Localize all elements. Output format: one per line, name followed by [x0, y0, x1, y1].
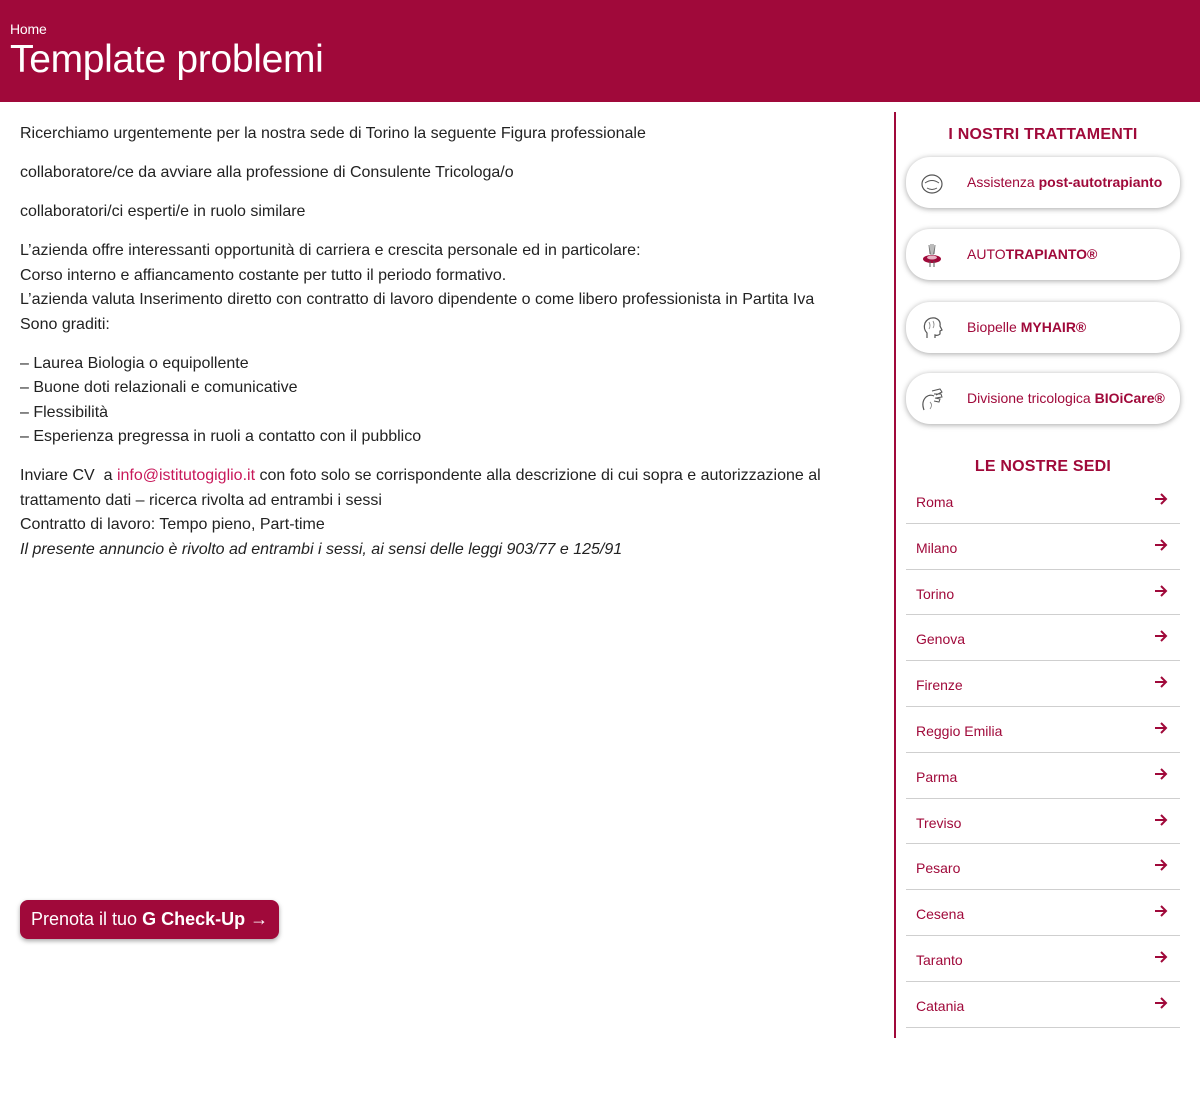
treatment-label: Assistenza post-autotrapianto: [967, 174, 1163, 190]
requirement-item: – Flessibilità: [20, 403, 109, 421]
location-cesena[interactable]: [906, 890, 1180, 936]
job-description: [20, 122, 880, 577]
location-label: Cesena: [916, 906, 965, 923]
location-firenze[interactable]: [906, 661, 1180, 707]
location-roma[interactable]: [906, 478, 1180, 524]
offer-paragraph: [20, 239, 880, 337]
location-treviso[interactable]: [906, 799, 1180, 845]
location-label: Reggio Emilia: [916, 722, 1003, 739]
book-checkup-button[interactable]: [20, 900, 279, 939]
arrow-right-icon: →: [250, 909, 269, 929]
location-label: Parma: [916, 768, 958, 785]
location-label: Catania: [916, 997, 965, 1014]
cv-prefix: Inviare CV a: [20, 467, 117, 484]
arrow-right-icon: [1154, 858, 1168, 872]
treatment-biopelle-myhair[interactable]: [906, 302, 1180, 353]
arrow-right-icon: [1154, 584, 1168, 598]
treatment-autotrapianto[interactable]: [906, 229, 1180, 280]
location-label: Torino: [916, 585, 955, 602]
arrow-right-icon: [1154, 767, 1168, 781]
requirement-item: – Laurea Biologia o equipollente: [20, 354, 249, 372]
arrow-right-icon: [1154, 629, 1168, 643]
locations-list: [906, 478, 1180, 1028]
application-paragraph: [20, 464, 880, 562]
arrow-right-icon: [1154, 950, 1168, 964]
location-reggio-emilia[interactable]: [906, 707, 1180, 753]
treatments-heading: I NOSTRI TRATTAMENTI: [948, 126, 1138, 143]
arrow-right-icon: [1154, 721, 1168, 735]
requirements-list: [20, 352, 880, 450]
location-catania[interactable]: [906, 982, 1180, 1028]
arrow-right-icon: [1154, 996, 1168, 1010]
head-outline-icon: [918, 169, 946, 197]
contract-text: Contratto di lavoro: Tempo pieno, Part-time: [20, 516, 325, 533]
location-label: Milano: [916, 539, 958, 556]
offer-line: Sono graditi:: [20, 315, 110, 333]
location-label: Taranto: [916, 951, 963, 968]
treatment-label: Biopelle MYHAIR®: [967, 319, 1087, 335]
sidebar-divider: [894, 112, 896, 1038]
arrow-right-icon: [1154, 538, 1168, 552]
location-label: Treviso: [916, 814, 962, 831]
location-label: Firenze: [916, 677, 963, 694]
arrow-right-icon: [1154, 492, 1168, 506]
treatment-label: AUTOTRAPIANTO®: [967, 246, 1098, 262]
requirement-item: – Buone doti relazionali e comunicative: [20, 379, 298, 396]
location-label: Pesaro: [916, 860, 961, 877]
treatment-bioicare[interactable]: [906, 373, 1180, 424]
location-label: Roma: [916, 494, 954, 510]
hand-scalp-icon: [918, 385, 946, 413]
requirement-item: – Esperienza pregressa in ruoli a contatto con il pubblico: [20, 428, 422, 445]
email-link[interactable]: info@istitutogiglio.it: [116, 467, 256, 484]
locations-heading: LE NOSTRE SEDI: [974, 458, 1112, 475]
location-torino[interactable]: [906, 570, 1180, 616]
page-header: [0, 0, 1200, 102]
head-profile-icon: [918, 314, 946, 342]
cv-suffix: con foto solo se corrispondente alla descrizione di cui sopra e autorizzazione al trattamento dati – ricerca rivolta ad entrambi i sessi: [20, 467, 821, 509]
hair-follicle-icon: [918, 241, 946, 269]
location-label: Genova: [916, 631, 966, 648]
location-genova[interactable]: [906, 615, 1180, 661]
disclaimer-text: Il presente annuncio è rivolto ad entrambi i sessi, ai sensi delle leggi 903/77 e 125/91: [20, 540, 623, 558]
treatment-post-autotrapianto[interactable]: [906, 157, 1180, 208]
arrow-right-icon: [1154, 904, 1168, 918]
breadcrumb-home-link[interactable]: Home: [10, 21, 47, 37]
offer-line: L’azienda valuta Inserimento diretto con contratto di lavoro dipendente o come libero professionista in Partita Iva: [20, 291, 815, 308]
location-parma[interactable]: [906, 753, 1180, 799]
role-paragraph: collaboratore/ce da avviare alla professione di Consulente Tricologa/o: [20, 164, 514, 181]
offer-line: L’azienda offre interessanti opportunità di carriera e crescita personale ed in particolare:: [20, 242, 641, 259]
location-pesaro[interactable]: [906, 844, 1180, 890]
offer-line: Corso interno e affiancamento costante per tutto il periodo formativo.: [20, 266, 507, 284]
intro-paragraph: Ricerchiamo urgentemente per la nostra sede di Torino la seguente Figura professionale: [20, 125, 646, 142]
location-milano[interactable]: [906, 524, 1180, 570]
arrow-right-icon: [1154, 675, 1168, 689]
location-taranto[interactable]: [906, 936, 1180, 982]
treatment-label: Divisione tricologica BIOiCare®: [967, 390, 1165, 406]
page-title: Template problemi: [10, 38, 324, 81]
cta-prefix: Prenota il tuo: [31, 909, 143, 929]
cta-bold-label: G Check-Up: [142, 909, 246, 929]
expert-paragraph: collaboratori/ci esperti/e in ruolo similare: [20, 203, 306, 220]
arrow-right-icon: [1154, 813, 1168, 827]
